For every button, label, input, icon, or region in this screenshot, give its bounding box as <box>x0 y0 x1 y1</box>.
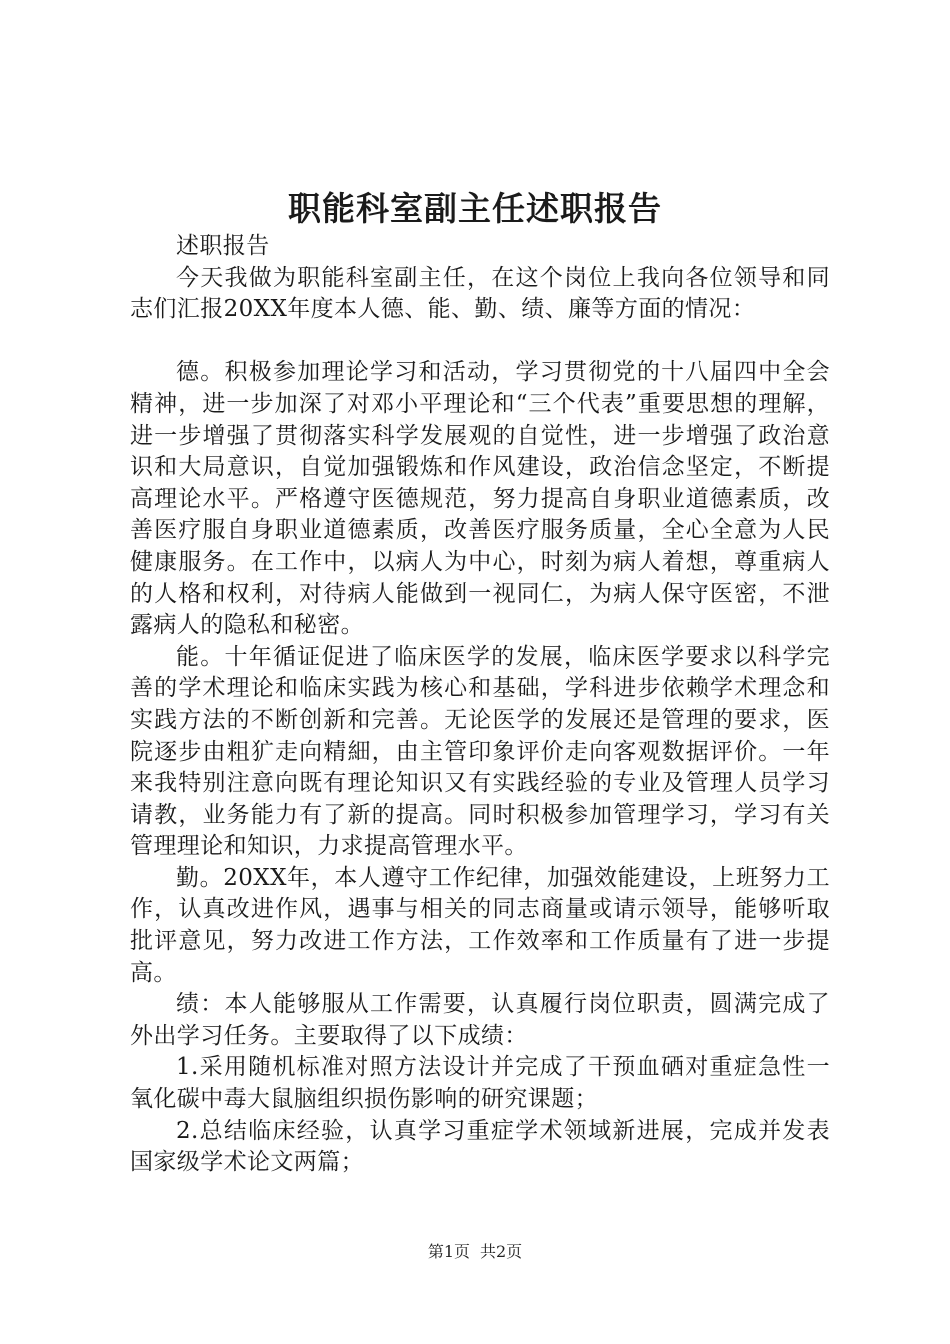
total-page-count: 共2页 <box>480 1242 523 1261</box>
page-footer <box>0 1240 950 1264</box>
paragraph-ji: 绩：本人能够服从工作需要，认真履行岗位职责，圆满完成了外出学习任务。主要取得了以下成绩： <box>130 991 830 1049</box>
document-title: 职能科室副主任述职报告 <box>288 189 662 228</box>
current-page-number: 第1页 <box>427 1242 470 1261</box>
paragraph-heading: 述职报告 <box>176 233 270 259</box>
paragraph-intro: 今天我做为职能科室副主任，在这个岗位上我向各位领导和同志们汇报20XX年度本人德、能、勤、绩、廉等方面的情况： <box>130 264 830 323</box>
list-item-achievement-2: 2.总结临床经验，认真学习重症学术领域新进展，完成并发表国家级学术论文两篇； <box>130 1117 830 1176</box>
list-item-achievement-1: 1.采用随机标准对照方法设计并完成了干预血硒对重症急性一氧化碳中毒大鼠脑组织损伤影响的研究课题； <box>130 1054 830 1113</box>
paragraph-qin: 勤。20XX年，本人遵守工作纪律，加强效能建设，上班努力工作，认真改进作风，遇事与相关的同志商量或请示领导，能够听取批评意见，努力改进工作方法，工作效率和工作质量有了进一步提高。 <box>130 864 830 986</box>
paragraph-neng: 能。十年循证促进了临床医学的发展，临床医学要求以科学完善的学术理论和临床实践为核心和基础，学科进步依赖学术理念和实践方法的不断创新和完善。无论医学的发展还是管理的要求，医院逐步由粗犷走向精細，由主管印象评价走向客观数据评价。一年来我特别注意向既有理论知识又有实践经验的专业及管理人员学习请教，业务能力有了新的提高。同时积极参加管理学习，学习有关管理理论和知识，力求提高管理水平。 <box>130 643 830 860</box>
document-body <box>130 231 830 1179</box>
paragraph-de: 德。积极参加理论学习和活动，学习贯彻党的十八届四中全会精神，进一步加深了对邓小平理论和“三个代表”重要思想的理解，进一步增强了贯彻落实科学发展观的自觉性，进一步增强了政治意识和大局意识，自觉加强锻炼和作风建设，政治信念坚定，不断提高理论水平。严格遵守医德规范，努力提高自身职业道德素质，改善医疗服自身职业道德素质，改善医疗服务质量，全心全意为人民健康服务。在工作中，以病人为中心，时刻为病人着想，尊重病人的人格和权利，对待病人能做到一视同仁，为病人保守医密，不泄露病人的隐私和秘密。 <box>130 359 830 639</box>
